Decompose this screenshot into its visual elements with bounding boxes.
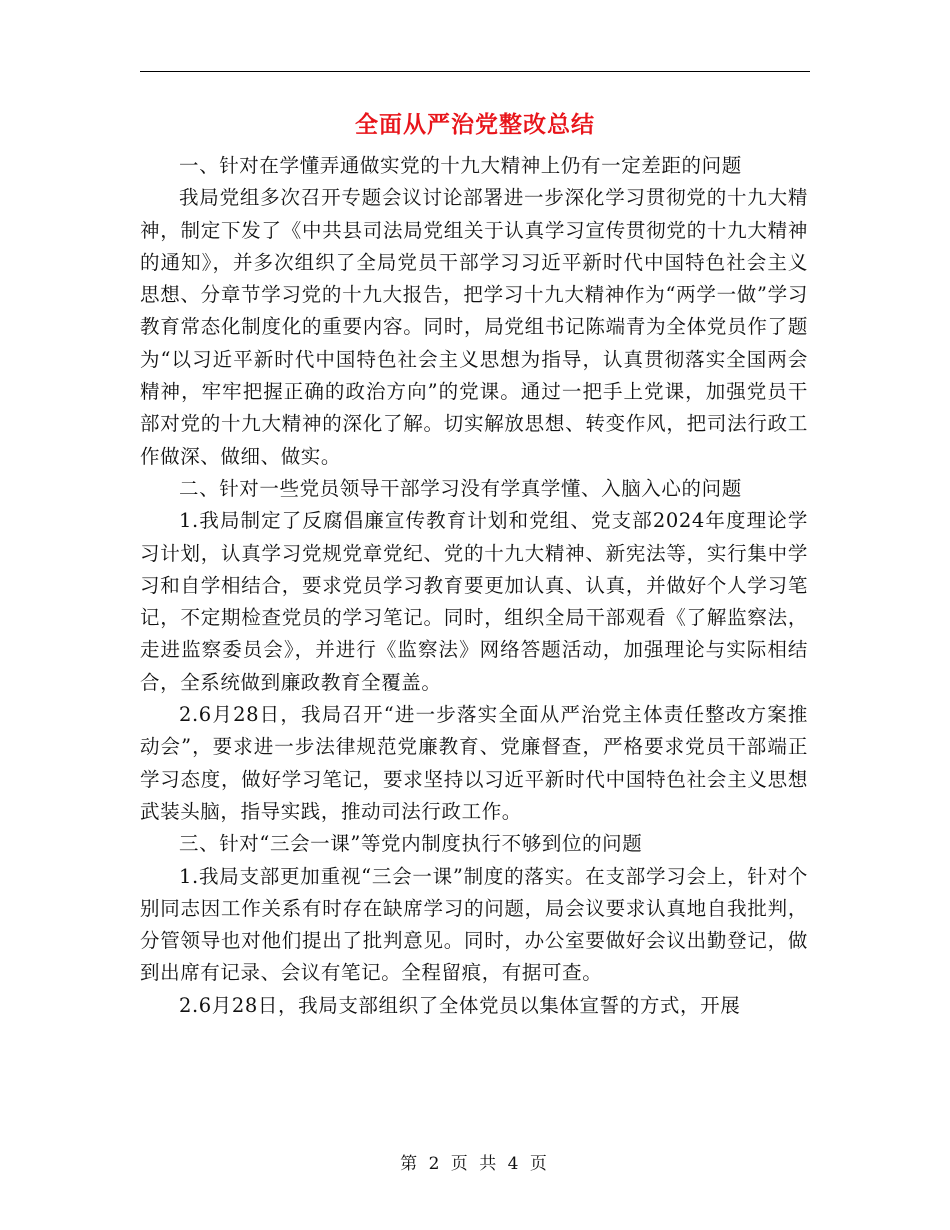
- document-body: [140, 150, 808, 1022]
- document-title: 全面从严治党整改总结: [355, 111, 595, 138]
- paragraph-2-1: 1.我局制定了反腐倡廉宣传教育计划和党组、党支部2024年度理论学习计划，认真学习党规党章党纪、党的十九大精神、新宪法等，实行集中学习和自学相结合，要求党员学习教育要更加认真、认真，并做好个人学习笔记，不定期检查党员的学习笔记。同时，组织全局干部观看《了解监察法，走进监察委员会》，并进行《监察法》网络答题活动，加强理论与实际相结合，全系统做到廉政教育全覆盖。: [140, 509, 808, 694]
- section-heading-2: 二、针对一些党员领导干部学习没有学真学懂、入脑入心的问题: [179, 476, 742, 500]
- paragraph-1: 我局党组多次召开专题会议讨论部署进一步深化学习贯彻党的十九大精神，制定下发了《中共县司法局党组关于认真学习宣传贯彻党的十九大精神的通知》，并多次组织了全局党员干部学习习近平新时代中国特色社会主义思想、分章节学习党的十九大报告，把学习十九大精神作为“两学一做”学习教育常态化制度化的重要内容。同时，局党组书记陈端青为全体党员作了题为“以习近平新时代中国特色社会主义思想为指导，认真贯彻落实全国两会精神，牢牢把握正确的政治方向”的党课。通过一把手上党课，加强党员干部对党的十九大精神的深化了解。切实解放思想、转变作风，把司法行政工作做深、做细、做实。: [140, 186, 808, 468]
- section-heading-3: 三、针对“三会一课”等党内制度执行不够到位的问题: [179, 832, 643, 856]
- paragraph-3-1: 1.我局支部更加重视“三会一课”制度的落实。在支部学习会上，针对个别同志因工作关系有时存在缺席学习的问题，局会议要求认真地自我批判，分管领导也对他们提出了批判意见。同时，办公室要做好会议出勤登记，做到出席有记录、会议有笔记。全程留痕，有据可查。: [140, 864, 808, 985]
- paragraph-2-2: 2.6月28日，我局召开“进一步落实全面从严治党主体责任整改方案推动会”，要求进一步法律规范党廉教育、党廉督查，严格要求党员干部端正学习态度，做好学习笔记，要求坚持以习近平新时代中国特色社会主义思想武装头脑，指导实践，推动司法行政工作。: [140, 703, 808, 823]
- page-number: 第 2 页 共 4 页: [400, 1154, 550, 1174]
- header-rule: [140, 71, 810, 72]
- section-heading-1: 一、针对在学懂弄通做实党的十九大精神上仍有一定差距的问题: [179, 154, 742, 177]
- paragraph-3-2: 2.6月28日，我局支部组织了全体党员以集体宣誓的方式，开展: [179, 993, 741, 1017]
